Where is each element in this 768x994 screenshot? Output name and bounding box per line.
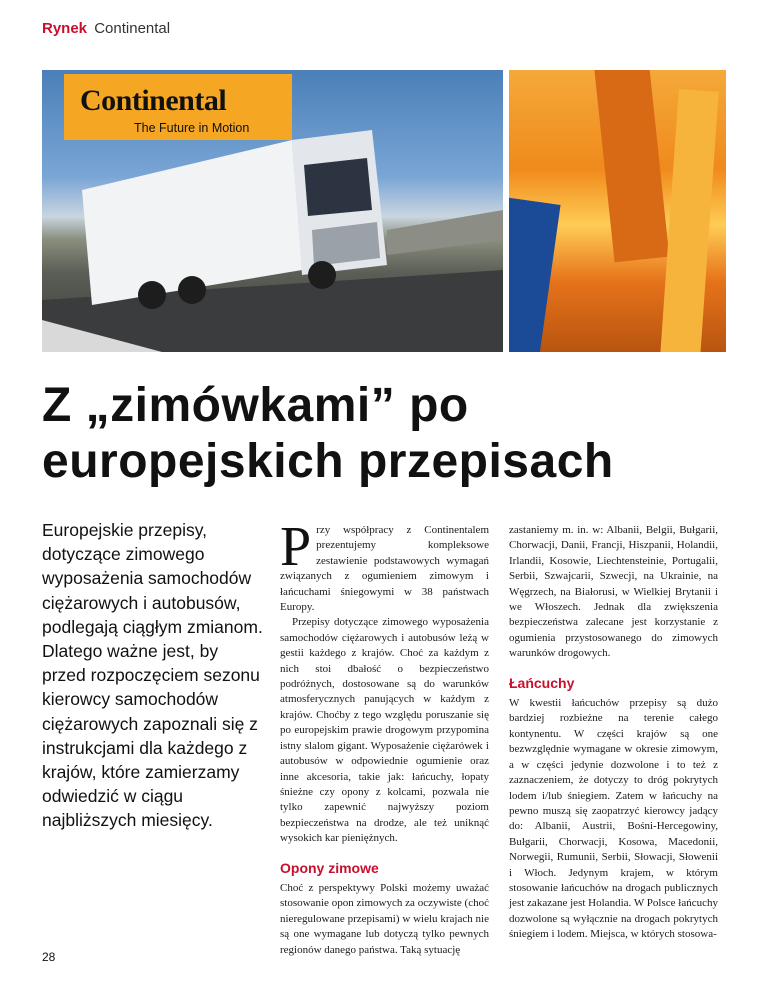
paragraph: Choć z perspektywy Polski możemy uważać stosowanie opon zimowych za oczywiste (choć nieregulowane przepisami) w wielu krajach nie są one wymagane lub dotyczą tylko pewnych regionów danego państwa. Taką sytuację	[280, 881, 489, 956]
subsection-label: Continental	[94, 20, 171, 37]
title-line-2: europejskich przepisach	[42, 435, 614, 488]
subheading-winter-tyres: Opony zimowe	[280, 859, 379, 876]
lead-paragraph: Europejskie przepisy, dotyczące zimowego wyposażenia samochodów ciężarowych i autobusów, podlegają ciągłym zmianom. Dlatego ważne jest, by przed rozpoczęciem sezonu kierowcy samochodów ciężarowych zapoznali się z instrukcjami dla każdego z krajów, które zamierzamy odwiedzić w ciągu najbliższych miesięcy.	[42, 520, 263, 831]
logo-wordmark: Continental	[80, 84, 227, 117]
page-number: 28	[42, 950, 56, 964]
section-label: Rynek	[42, 20, 88, 37]
paragraph	[280, 516, 489, 615]
continental-logo	[64, 74, 292, 140]
flag-shape	[594, 70, 670, 262]
paragraph: zastaniemy m. in. w: Albanii, Belgii, Bułgarii, Chorwacji, Danii, Francji, Hiszpanii, Holandii, Irlandii, Kosowie, Liechtensteinie, Portugalii, Serbii, Szwajcarii, Szwecji, na Ukrainie, na Węgrzech, na Białorusi, w Wielkiej Brytanii i we Włoszech. Jednak dla zwiększenia bezpieczeństwa zalecane jest korzystanie z ogumienia przystosowanego do zimowych warunków drogowych.	[509, 524, 718, 660]
logo-tagline: The Future in Motion	[134, 121, 250, 135]
subheading-chains: Łańcuchy	[509, 674, 575, 691]
drop-cap: P	[280, 516, 312, 578]
flag-shape	[659, 89, 718, 352]
truck-photo	[42, 70, 503, 352]
running-header	[42, 20, 170, 37]
article-column-2	[509, 523, 718, 943]
paragraph-text: rzy współpracy z Continentalem prezentujemy kompleksowe zestawienie podstawowych wymagań związanych z ogumieniem zimowym i łańcuchami śniegowymi w 38 państwach Europy.	[280, 524, 489, 614]
article-column-1	[280, 516, 489, 958]
flags-photo	[509, 70, 726, 352]
paragraph: Przepisy dotyczące zimowego wyposażenia samochodów ciężarowych i autobusów leżą w gestii każdego z krajów. Choć za każdym z nich stoi dbałość o bezpieczeństwo podróżnych, dostosowane są do warunków atmosferycznych panujących w każdym z krajów. Choćby z tego względu poruszanie się po europejskim prawie drogowym przypomina istny slalom gigant. Wyposażenie ciężarówek i autobusów w odpowiednie ogumienie oraz inne akcesoria, takie jak: łańcuchy, łopaty śnieżne czy opony z kolcami, pozwala nie tylko zapewnić najwyższy poziom bezpieczeństwa na drodze, ale też uniknąć wysokich kar pieniężnych.	[280, 616, 489, 845]
flag-shape	[509, 197, 561, 352]
paragraph: W kwestii łańcuchów przepisy są dużo bardziej rozbieżne na terenie całego kontynentu. W części krajów są one bezwzględnie wymagane w okresie zimowym, a w części jedynie dozwolone i to też z zaznaczeniem, że dotyczy to dróg pokrytych lodem i/lub śniegiem. Zatem w łańcuchy na pewno muszą się zaopatrzyć kierowcy jadący do: Albanii, Austrii, Bośni-Hercegowiny, Bułgarii, Chorwacji, Kosowa, Macedonii, Norwegii, Rumunii, Serbii, Słowacji, Słowenii i Włoch. Jedynym krajem, w którym stosowanie łańcuchów na drogach publicznych jest zakazane jest Holandia. W Polsce łańcuchy dozwolone są wyłącznie na drogach pokrytych śniegiem i lodem. Miejsca, w których stosowa-	[509, 697, 718, 941]
article-title	[42, 378, 614, 490]
title-line-1: Z „zimówkami” po	[42, 379, 469, 432]
